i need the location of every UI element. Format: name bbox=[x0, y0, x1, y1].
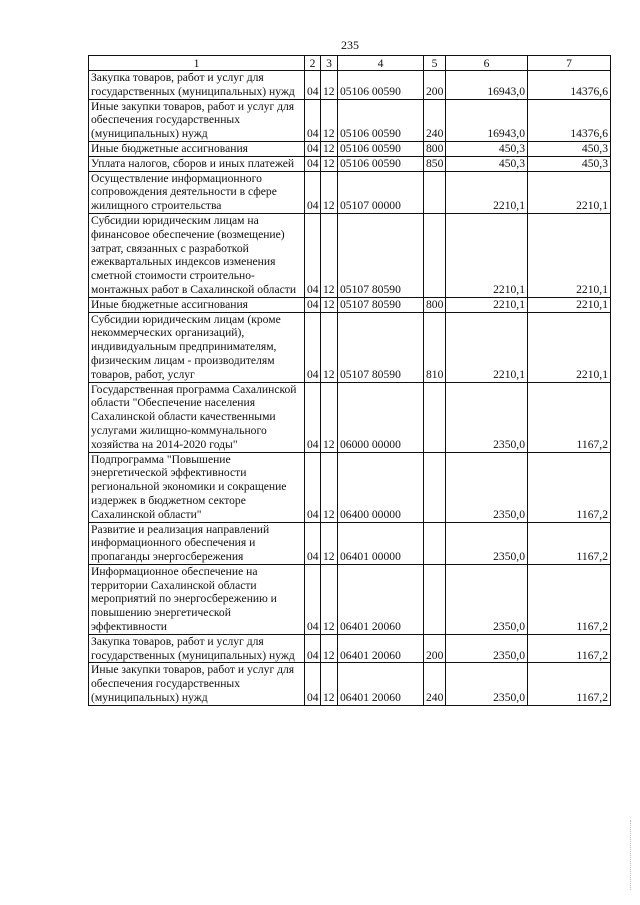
expense-type-code bbox=[424, 522, 446, 564]
target-article-code: 05107 00000 bbox=[338, 171, 424, 213]
table-row bbox=[89, 99, 611, 141]
subsection-code: 12 bbox=[321, 663, 338, 705]
expense-type-code: 200 bbox=[424, 71, 446, 100]
amount-actual: 14376,6 bbox=[528, 71, 611, 100]
section-code: 04 bbox=[305, 312, 321, 382]
table-row bbox=[89, 297, 611, 312]
amount-plan: 2350,0 bbox=[446, 634, 528, 663]
amount-plan: 16943,0 bbox=[446, 71, 528, 100]
table-row bbox=[89, 141, 611, 156]
subsection-code: 12 bbox=[321, 171, 338, 213]
subsection-code: 12 bbox=[321, 522, 338, 564]
section-code: 04 bbox=[305, 382, 321, 452]
section-code: 04 bbox=[305, 99, 321, 141]
amount-plan: 2210,1 bbox=[446, 312, 528, 382]
row-name: Развитие и реализация направлений информационного обеспечения и пропаганды энергосбережения bbox=[89, 522, 305, 564]
expense-type-code: 240 bbox=[424, 663, 446, 705]
section-code: 04 bbox=[305, 213, 321, 297]
amount-plan: 2350,0 bbox=[446, 382, 528, 452]
column-header: 5 bbox=[424, 56, 446, 71]
row-name: Субсидии юридическим лицам на финансовое обеспечение (возмещение) затрат, связанных с разработкой ежеквартальных индексов изменения сметной стоимости строительно-монтажных работ в Сахалинской области bbox=[89, 213, 305, 297]
amount-actual: 1167,2 bbox=[528, 382, 611, 452]
amount-plan: 2210,1 bbox=[446, 213, 528, 297]
row-name: Иные закупки товаров, работ и услуг для обеспечения государственных (муниципальных) нужд bbox=[89, 663, 305, 705]
column-header: 2 bbox=[305, 56, 321, 71]
target-article-code: 06401 20060 bbox=[338, 634, 424, 663]
section-code: 04 bbox=[305, 171, 321, 213]
target-article-code: 05107 80590 bbox=[338, 312, 424, 382]
target-article-code: 06401 20060 bbox=[338, 564, 424, 634]
section-code: 04 bbox=[305, 156, 321, 171]
subsection-code: 12 bbox=[321, 297, 338, 312]
row-name: Иные бюджетные ассигнования bbox=[89, 141, 305, 156]
subsection-code: 12 bbox=[321, 634, 338, 663]
amount-actual: 2210,1 bbox=[528, 312, 611, 382]
amount-actual: 1167,2 bbox=[528, 452, 611, 522]
expense-type-code: 810 bbox=[424, 312, 446, 382]
subsection-code: 12 bbox=[321, 141, 338, 156]
target-article-code: 06000 00000 bbox=[338, 382, 424, 452]
section-code: 04 bbox=[305, 663, 321, 705]
budget-table bbox=[88, 55, 611, 706]
amount-actual: 14376,6 bbox=[528, 99, 611, 141]
table-row bbox=[89, 663, 611, 705]
table-row bbox=[89, 564, 611, 634]
amount-plan: 450,3 bbox=[446, 141, 528, 156]
table-row bbox=[89, 171, 611, 213]
expense-type-code bbox=[424, 452, 446, 522]
table-row bbox=[89, 634, 611, 663]
subsection-code: 12 bbox=[321, 312, 338, 382]
row-name: Иные бюджетные ассигнования bbox=[89, 297, 305, 312]
column-header: 7 bbox=[528, 56, 611, 71]
expense-type-code: 800 bbox=[424, 297, 446, 312]
expense-type-code bbox=[424, 564, 446, 634]
amount-actual: 450,3 bbox=[528, 141, 611, 156]
scan-edge-mark bbox=[630, 820, 632, 890]
subsection-code: 12 bbox=[321, 71, 338, 100]
target-article-code: 05106 00590 bbox=[338, 156, 424, 171]
amount-actual: 2210,1 bbox=[528, 297, 611, 312]
expense-type-code: 200 bbox=[424, 634, 446, 663]
expense-type-code bbox=[424, 382, 446, 452]
column-header: 3 bbox=[321, 56, 338, 71]
table-row bbox=[89, 382, 611, 452]
subsection-code: 12 bbox=[321, 382, 338, 452]
row-name: Осуществление информационного сопровождения деятельности в сфере жилищного строительства bbox=[89, 171, 305, 213]
target-article-code: 05106 00590 bbox=[338, 141, 424, 156]
amount-plan: 2210,1 bbox=[446, 171, 528, 213]
amount-actual: 1167,2 bbox=[528, 634, 611, 663]
amount-actual: 1167,2 bbox=[528, 663, 611, 705]
amount-plan: 2350,0 bbox=[446, 452, 528, 522]
amount-actual: 2210,1 bbox=[528, 213, 611, 297]
target-article-code: 05106 00590 bbox=[338, 99, 424, 141]
column-header: 6 bbox=[446, 56, 528, 71]
amount-plan: 2350,0 bbox=[446, 564, 528, 634]
subsection-code: 12 bbox=[321, 99, 338, 141]
subsection-code: 12 bbox=[321, 564, 338, 634]
section-code: 04 bbox=[305, 452, 321, 522]
header-row bbox=[89, 56, 611, 71]
expense-type-code: 850 bbox=[424, 156, 446, 171]
subsection-code: 12 bbox=[321, 156, 338, 171]
amount-actual: 1167,2 bbox=[528, 564, 611, 634]
row-name: Уплата налогов, сборов и иных платежей bbox=[89, 156, 305, 171]
target-article-code: 05107 80590 bbox=[338, 297, 424, 312]
target-article-code: 05106 00590 bbox=[338, 71, 424, 100]
expense-type-code: 800 bbox=[424, 141, 446, 156]
target-article-code: 06401 00000 bbox=[338, 522, 424, 564]
amount-plan: 450,3 bbox=[446, 156, 528, 171]
amount-plan: 2210,1 bbox=[446, 297, 528, 312]
section-code: 04 bbox=[305, 71, 321, 100]
section-code: 04 bbox=[305, 634, 321, 663]
amount-actual: 2210,1 bbox=[528, 171, 611, 213]
table-row bbox=[89, 213, 611, 297]
page-number: 235 bbox=[341, 38, 359, 52]
row-name: Иные закупки товаров, работ и услуг для обеспечения государственных (муниципальных) нужд bbox=[89, 99, 305, 141]
amount-plan: 2350,0 bbox=[446, 522, 528, 564]
row-name: Государственная программа Сахалинской области "Обеспечение населения Сахалинской области качественными услугами жилищно-коммунального хозяйства на 2014-2020 годы" bbox=[89, 382, 305, 452]
table-row bbox=[89, 71, 611, 100]
row-name: Субсидии юридическим лицам (кроме некоммерческих организаций), индивидуальным предпринимателям, физическим лицам - производителям товаров, работ, услуг bbox=[89, 312, 305, 382]
amount-plan: 2350,0 bbox=[446, 663, 528, 705]
subsection-code: 12 bbox=[321, 213, 338, 297]
subsection-code: 12 bbox=[321, 452, 338, 522]
row-name: Закупка товаров, работ и услуг для государственных (муниципальных) нужд bbox=[89, 71, 305, 100]
row-name: Закупка товаров, работ и услуг для государственных (муниципальных) нужд bbox=[89, 634, 305, 663]
row-name: Подпрограмма "Повышение энергетической эффективности региональной экономики и сокращение издержек в бюджетном секторе Сахалинской области" bbox=[89, 452, 305, 522]
column-header: 4 bbox=[338, 56, 424, 71]
table-row bbox=[89, 522, 611, 564]
table-row bbox=[89, 156, 611, 171]
amount-actual: 450,3 bbox=[528, 156, 611, 171]
expense-type-code bbox=[424, 171, 446, 213]
amount-actual: 1167,2 bbox=[528, 522, 611, 564]
expense-type-code: 240 bbox=[424, 99, 446, 141]
column-header: 1 bbox=[89, 56, 305, 71]
table-row bbox=[89, 452, 611, 522]
amount-plan: 16943,0 bbox=[446, 99, 528, 141]
section-code: 04 bbox=[305, 141, 321, 156]
expense-type-code bbox=[424, 213, 446, 297]
section-code: 04 bbox=[305, 522, 321, 564]
target-article-code: 06400 00000 bbox=[338, 452, 424, 522]
section-code: 04 bbox=[305, 564, 321, 634]
target-article-code: 06401 20060 bbox=[338, 663, 424, 705]
target-article-code: 05107 80590 bbox=[338, 213, 424, 297]
table-row bbox=[89, 312, 611, 382]
row-name: Информационное обеспечение на территории Сахалинской области мероприятий по энергосбережению и повышению энергетической эффективности bbox=[89, 564, 305, 634]
section-code: 04 bbox=[305, 297, 321, 312]
